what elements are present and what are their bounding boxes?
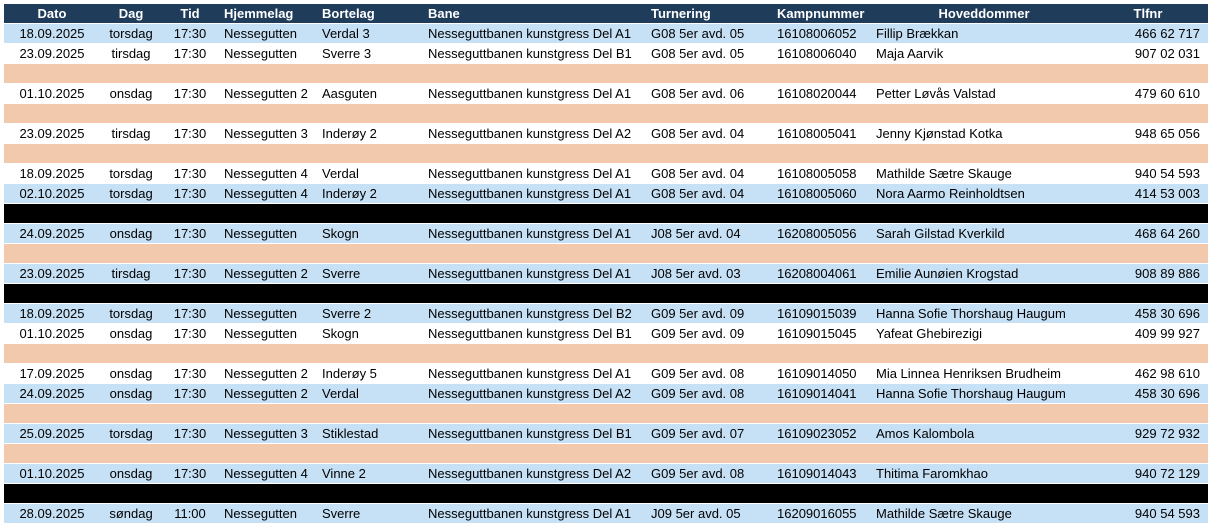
cell-kampnummer[interactable]: 16109014050 [777,366,857,381]
cell-bortelag[interactable]: Inderøy 2 [322,186,377,201]
cell-dag[interactable]: tirsdag [111,266,151,281]
cell-bane[interactable]: Nesseguttbanen kunstgress Del A2 [428,386,632,401]
cell-tid[interactable]: 17:30 [173,466,207,481]
cell-tid[interactable]: 17:30 [173,266,207,281]
cell-tid[interactable]: 17:30 [173,426,207,441]
cell-kampnummer[interactable]: 16108005041 [777,126,857,141]
cell-hoveddommer[interactable]: Fillip Brækkan [876,26,959,41]
cell-kampnummer[interactable]: 16108005060 [777,186,857,201]
cell-dag[interactable]: tirsdag [111,46,151,61]
cell-tid[interactable]: 17:30 [173,26,207,41]
table-row[interactable] [4,324,1208,344]
cell-hjemmelag[interactable]: Nessegutten 4 [224,186,308,201]
cell-hjemmelag[interactable]: Nessegutten 2 [224,386,308,401]
cell-turnering[interactable]: G09 5er avd. 08 [651,466,745,481]
cell-hjemmelag[interactable]: Nessegutten 2 [224,86,308,101]
cell-hoveddommer[interactable]: Amos Kalombola [876,426,975,441]
separator-row[interactable] [4,64,1208,84]
cell-kampnummer[interactable]: 16208005056 [777,226,857,241]
cell-bortelag[interactable]: Sverre [322,506,361,521]
cell-hjemmelag[interactable]: Nessegutten 4 [224,166,308,181]
table-row[interactable] [4,304,1208,324]
separator-row[interactable] [4,144,1208,164]
cell-dag[interactable]: torsdag [109,186,153,201]
cell-bortelag[interactable]: Stiklestad [322,426,379,441]
cell-turnering[interactable]: G08 5er avd. 05 [651,46,745,61]
cell-dato[interactable]: 25.09.2025 [19,426,85,441]
cell-dato[interactable]: 02.10.2025 [19,186,85,201]
cell-turnering[interactable]: G09 5er avd. 08 [651,366,745,381]
cell-dato[interactable]: 23.09.2025 [19,266,85,281]
selected-column-indicator [874,0,1096,2]
cell-tlfnr[interactable]: 409 99 927 [1134,326,1200,341]
cell-tlfnr[interactable]: 908 89 886 [1134,266,1200,281]
table-row[interactable] [4,424,1208,444]
cell-dato[interactable]: 24.09.2025 [19,226,85,241]
separator-row[interactable] [4,284,1208,304]
cell-bane[interactable]: Nesseguttbanen kunstgress Del A1 [428,366,632,381]
table-row[interactable] [4,124,1208,144]
separator-row[interactable] [4,404,1208,424]
header-kampnummer[interactable]: Kampnummer [777,6,865,21]
cell-kampnummer[interactable]: 16108006040 [777,46,857,61]
cell-tid[interactable]: 17:30 [173,226,207,241]
match-schedule-table [4,4,1208,524]
table-row[interactable] [4,464,1208,484]
header-tlfnr[interactable]: Tlfnr [1133,6,1163,21]
cell-tid[interactable]: 17:30 [173,46,207,61]
header-tid[interactable]: Tid [180,6,200,21]
cell-bane[interactable]: Nesseguttbanen kunstgress Del B1 [428,426,632,441]
cell-bortelag[interactable]: Verdal 3 [322,26,370,41]
cell-bane[interactable]: Nesseguttbanen kunstgress Del A1 [428,86,632,101]
cell-bortelag[interactable]: Skogn [322,326,359,341]
cell-dato[interactable]: 01.10.2025 [19,466,85,481]
cell-hjemmelag[interactable]: Nessegutten 3 [224,126,308,141]
cell-dato[interactable]: 17.09.2025 [19,366,85,381]
cell-tid[interactable]: 17:30 [173,186,207,201]
cell-bortelag[interactable]: Vinne 2 [322,466,366,481]
separator-row[interactable] [4,244,1208,264]
cell-hjemmelag[interactable]: Nessegutten [224,506,297,521]
separator-row[interactable] [4,444,1208,464]
cell-kampnummer[interactable]: 16108005058 [777,166,857,181]
table-body [4,24,1208,524]
cell-kampnummer[interactable]: 16109014041 [777,386,857,401]
cell-dag[interactable]: søndag [109,506,153,521]
table-row[interactable] [4,364,1208,384]
cell-turnering[interactable]: G08 5er avd. 04 [651,186,745,201]
table-row[interactable] [4,384,1208,404]
table-header-row [4,4,1208,24]
cell-bane[interactable]: Nesseguttbanen kunstgress Del B1 [428,326,632,341]
cell-dato[interactable]: 23.09.2025 [19,46,85,61]
cell-turnering[interactable]: G09 5er avd. 09 [651,326,745,341]
cell-dato[interactable]: 18.09.2025 [19,306,85,321]
cell-dato[interactable]: 01.10.2025 [19,86,85,101]
cell-tid[interactable]: 17:30 [173,366,207,381]
cell-turnering[interactable]: G08 5er avd. 06 [651,86,745,101]
cell-turnering[interactable]: J09 5er avd. 05 [651,506,741,521]
cell-bortelag[interactable]: Inderøy 5 [322,366,377,381]
cell-tid[interactable]: 17:30 [173,86,207,101]
cell-hjemmelag[interactable]: Nessegutten [224,226,297,241]
header-hjemmelag[interactable]: Hjemmelag [224,6,294,21]
cell-bane[interactable]: Nesseguttbanen kunstgress Del A1 [428,166,632,181]
cell-turnering[interactable]: G09 5er avd. 09 [651,306,745,321]
cell-dag[interactable]: torsdag [109,426,153,441]
cell-dag[interactable]: onsdag [109,86,153,101]
cell-hoveddommer[interactable]: Sarah Gilstad Kverkild [876,226,1005,241]
header-turnering[interactable]: Turnering [651,6,711,21]
cell-kampnummer[interactable]: 16109015039 [777,306,857,321]
cell-dato[interactable]: 23.09.2025 [19,126,85,141]
cell-bane[interactable]: Nesseguttbanen kunstgress Del B1 [428,46,632,61]
header-bortelag[interactable]: Bortelag [322,6,375,21]
cell-hjemmelag[interactable]: Nessegutten [224,326,297,341]
cell-kampnummer[interactable]: 16109015045 [777,326,857,341]
cell-tlfnr[interactable]: 948 65 056 [1134,126,1200,141]
cell-bortelag[interactable]: Inderøy 2 [322,126,377,141]
cell-hoveddommer[interactable]: Yafeat Ghebirezigi [876,326,982,341]
cell-bane[interactable]: Nesseguttbanen kunstgress Del A1 [428,506,632,521]
cell-bortelag[interactable]: Sverre 3 [322,46,372,61]
cell-turnering[interactable]: G08 5er avd. 04 [651,166,745,181]
header-dag[interactable]: Dag [118,6,144,21]
cell-bane[interactable]: Nesseguttbanen kunstgress Del A1 [428,186,632,201]
cell-hoveddommer[interactable]: Maja Aarvik [876,46,944,61]
cell-hoveddommer[interactable]: Thitima Faromkhao [876,466,988,481]
cell-hoveddommer[interactable]: Mathilde Sætre Skauge [876,166,1012,181]
cell-hjemmelag[interactable]: Nessegutten [224,26,297,41]
cell-tlfnr[interactable]: 940 54 593 [1134,166,1200,181]
cell-kampnummer[interactable]: 16108020044 [777,86,857,101]
cell-hoveddommer[interactable]: Hanna Sofie Thorshaug Haugum [876,386,1066,401]
table-row[interactable] [4,84,1208,104]
cell-dato[interactable]: 24.09.2025 [19,386,85,401]
cell-hjemmelag[interactable]: Nessegutten [224,46,297,61]
cell-tlfnr[interactable]: 907 02 031 [1134,46,1200,61]
table-row[interactable] [4,44,1208,64]
cell-turnering[interactable]: G09 5er avd. 07 [651,426,745,441]
cell-tlfnr[interactable]: 458 30 696 [1134,386,1200,401]
cell-tid[interactable]: 11:00 [174,506,206,521]
cell-kampnummer[interactable]: 16109014043 [777,466,857,481]
table-row[interactable] [4,24,1208,44]
cell-tid[interactable]: 17:30 [173,326,207,341]
cell-dag[interactable]: onsdag [109,226,153,241]
cell-bane[interactable]: Nesseguttbanen kunstgress Del A2 [428,466,632,481]
table-row[interactable] [4,264,1208,284]
cell-tid[interactable]: 17:30 [173,166,207,181]
cell-hjemmelag[interactable]: Nessegutten 4 [224,466,308,481]
cell-turnering[interactable]: G08 5er avd. 04 [651,126,745,141]
table-row[interactable] [4,164,1208,184]
cell-bortelag[interactable]: Verdal [322,386,359,401]
separator-row[interactable] [4,484,1208,504]
cell-turnering[interactable]: J08 5er avd. 03 [651,266,741,281]
cell-bortelag[interactable]: Aasguten [322,86,377,101]
cell-tlfnr[interactable]: 929 72 932 [1134,426,1200,441]
cell-hoveddommer[interactable]: Petter Løvås Valstad [876,86,996,101]
cell-hoveddommer[interactable]: Emilie Aunøien Krogstad [876,266,1019,281]
separator-row[interactable] [4,104,1208,124]
cell-bortelag[interactable]: Skogn [322,226,359,241]
cell-bane[interactable]: Nesseguttbanen kunstgress Del A1 [428,226,632,241]
cell-tlfnr[interactable]: 462 98 610 [1134,366,1200,381]
cell-tlfnr[interactable]: 468 64 260 [1134,226,1200,241]
cell-dag[interactable]: onsdag [109,386,153,401]
cell-dag[interactable]: onsdag [109,366,153,381]
table-row[interactable] [4,504,1208,524]
cell-tid[interactable]: 17:30 [173,386,207,401]
cell-dato[interactable]: 28.09.2025 [19,506,85,521]
cell-tlfnr[interactable]: 414 53 003 [1134,186,1200,201]
cell-kampnummer[interactable]: 16109023052 [777,426,857,441]
cell-turnering[interactable]: G09 5er avd. 08 [651,386,745,401]
separator-row[interactable] [4,344,1208,364]
cell-dato[interactable]: 01.10.2025 [19,326,85,341]
cell-dag[interactable]: torsdag [109,26,153,41]
cell-turnering[interactable]: J08 5er avd. 04 [651,226,741,241]
cell-tlfnr[interactable]: 458 30 696 [1134,306,1200,321]
cell-bane[interactable]: Nesseguttbanen kunstgress Del A1 [428,26,632,41]
header-hoveddommer[interactable]: Hoveddommer [938,6,1030,21]
cell-bortelag[interactable]: Verdal [322,166,359,181]
cell-hjemmelag[interactable]: Nessegutten 3 [224,426,308,441]
cell-hjemmelag[interactable]: Nessegutten 2 [224,366,308,381]
cell-tlfnr[interactable]: 466 62 717 [1134,26,1200,41]
cell-dato[interactable]: 18.09.2025 [19,166,85,181]
cell-dag[interactable]: onsdag [109,466,153,481]
cell-dag[interactable]: tirsdag [111,126,151,141]
cell-hoveddommer[interactable]: Nora Aarmo Reinholdtsen [876,186,1025,201]
cell-dag[interactable]: torsdag [109,306,153,321]
cell-hjemmelag[interactable]: Nessegutten [224,306,297,321]
table-row[interactable] [4,184,1208,204]
cell-bortelag[interactable]: Sverre [322,266,361,281]
cell-dato[interactable]: 18.09.2025 [19,26,85,41]
cell-bortelag[interactable]: Sverre 2 [322,306,372,321]
cell-bane[interactable]: Nesseguttbanen kunstgress Del A2 [428,126,632,141]
cell-tlfnr[interactable]: 940 54 593 [1134,506,1200,521]
cell-tid[interactable]: 17:30 [173,126,207,141]
cell-bane[interactable]: Nesseguttbanen kunstgress Del B2 [428,306,632,321]
cell-bane[interactable]: Nesseguttbanen kunstgress Del A1 [428,266,632,281]
cell-hoveddommer[interactable]: Mia Linnea Henriksen Brudheim [876,366,1061,381]
cell-tid[interactable]: 17:30 [173,306,207,321]
cell-kampnummer[interactable]: 16108006052 [777,26,857,41]
cell-kampnummer[interactable]: 16208004061 [777,266,857,281]
cell-tlfnr[interactable]: 479 60 610 [1134,86,1200,101]
cell-hoveddommer[interactable]: Hanna Sofie Thorshaug Haugum [876,306,1066,321]
header-dato[interactable]: Dato [37,6,67,21]
cell-kampnummer[interactable]: 16209016055 [777,506,857,521]
cell-hoveddommer[interactable]: Mathilde Sætre Skauge [876,506,1012,521]
separator-row[interactable] [4,204,1208,224]
cell-dag[interactable]: torsdag [109,166,153,181]
cell-tlfnr[interactable]: 940 72 129 [1134,466,1200,481]
cell-turnering[interactable]: G08 5er avd. 05 [651,26,745,41]
header-bane[interactable]: Bane [428,6,460,21]
cell-hjemmelag[interactable]: Nessegutten 2 [224,266,308,281]
cell-dag[interactable]: onsdag [109,326,153,341]
table-row[interactable] [4,224,1208,244]
cell-hoveddommer[interactable]: Jenny Kjønstad Kotka [876,126,1003,141]
